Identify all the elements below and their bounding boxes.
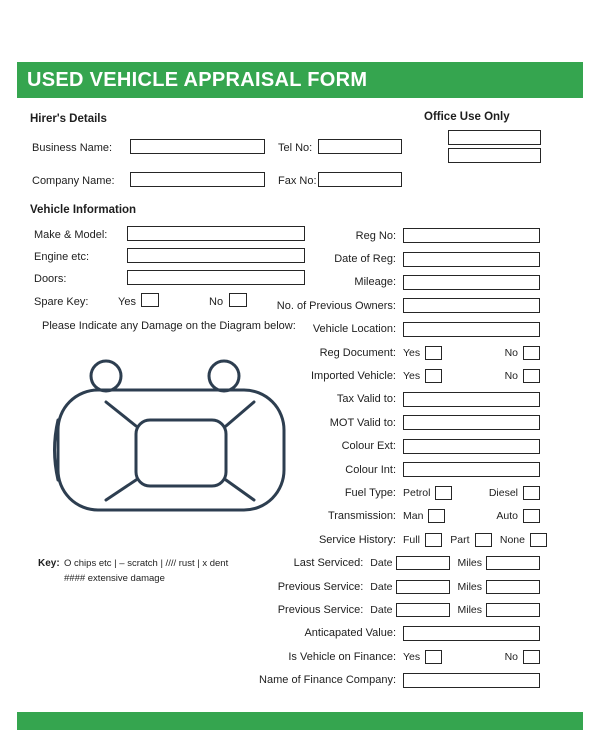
fuel-type-label: Fuel Type: [344, 486, 396, 499]
make-model-label: Make & Model: [34, 229, 108, 241]
fax-no-label: Fax No: [278, 175, 317, 187]
on-finance-label: Is Vehicle on Finance: [288, 650, 396, 663]
none-label: None [499, 533, 525, 546]
mileage-label: Mileage: [354, 276, 396, 289]
vehicle-details-column [230, 224, 540, 692]
damage-instruction: Please Indicate any Damage on the Diagram below: [42, 320, 296, 332]
diesel-label: Diesel [488, 486, 518, 499]
vehicle-information-heading: Vehicle Information [30, 204, 137, 216]
form-row-previous-owners [230, 294, 540, 317]
imported-no-label: No [504, 370, 518, 383]
previous-service-2-miles-field[interactable] [486, 603, 540, 617]
form-row-vehicle-location [230, 318, 540, 341]
spare-key-no-label: No [209, 296, 224, 308]
man-label: Man [403, 510, 424, 523]
office-use-box-1[interactable] [448, 130, 541, 145]
colour-ext-label: Colour Ext: [341, 440, 396, 453]
reg-document-no-checkbox[interactable] [523, 346, 540, 360]
tax-valid-field[interactable] [403, 392, 540, 407]
key-extensive-damage: #### extensive damage [64, 573, 165, 584]
office-use-only-heading: Office Use Only [424, 111, 510, 123]
form-row-previous-service-1 [230, 575, 540, 598]
anticipated-value-label: Anticapated Value: [304, 627, 396, 640]
mot-valid-field[interactable] [403, 415, 540, 430]
company-name-field[interactable] [130, 172, 265, 187]
page-title: USED VEHICLE APPRAISAL FORM [27, 68, 368, 91]
imported-vehicle-label: Imported Vehicle: [311, 370, 396, 383]
form-row-fuel-type [230, 481, 540, 504]
form-row-previous-service-2 [230, 598, 540, 621]
previous-service-2-date-label: Date [370, 603, 393, 616]
previous-owners-label: No. of Previous Owners: [276, 299, 396, 312]
imported-no-checkbox[interactable] [523, 369, 540, 383]
form-row-colour-ext [230, 435, 540, 458]
form-row-colour-int [230, 458, 540, 481]
anticipated-value-field[interactable] [403, 626, 540, 641]
previous-service-2-date-field[interactable] [396, 603, 450, 617]
petrol-label: Petrol [403, 486, 431, 499]
vehicle-location-field[interactable] [403, 322, 540, 337]
none-checkbox[interactable] [530, 533, 547, 547]
reg-document-yes-label: Yes [403, 346, 421, 359]
last-serviced-date-label: Date [370, 557, 393, 570]
diesel-checkbox[interactable] [523, 486, 540, 500]
form-row-imported-vehicle [230, 364, 540, 387]
form-row-finance-company [230, 668, 540, 691]
footer-bar [17, 712, 583, 730]
part-label: Part [450, 533, 470, 546]
spare-key-yes-label: Yes [118, 296, 136, 308]
reg-document-label: Reg Document: [319, 346, 396, 359]
man-checkbox[interactable] [428, 509, 445, 523]
key-label: Key: [38, 558, 60, 569]
previous-service-1-date-field[interactable] [396, 580, 450, 594]
form-row-reg-document [230, 341, 540, 364]
finance-no-checkbox[interactable] [523, 650, 540, 664]
colour-int-label: Colour Int: [345, 463, 396, 476]
vehicle-location-label: Vehicle Location: [312, 323, 396, 336]
last-serviced-date-field[interactable] [396, 556, 450, 570]
form-row-service-history [230, 528, 540, 551]
previous-service-1-date-label: Date [370, 580, 393, 593]
form-row-last-serviced [230, 551, 540, 574]
full-checkbox[interactable] [425, 533, 442, 547]
tel-no-field[interactable] [318, 139, 402, 154]
mot-valid-label: MOT Valid to: [329, 416, 396, 429]
imported-yes-checkbox[interactable] [425, 369, 442, 383]
finance-company-field[interactable] [403, 673, 540, 688]
reg-document-yes-checkbox[interactable] [425, 346, 442, 360]
key-items: O chips etc | – scratch | //// rust | x dent [64, 558, 229, 569]
form-row-on-finance [230, 645, 540, 668]
previous-service-1-miles-field[interactable] [486, 580, 540, 594]
last-serviced-label: Last Serviced: [293, 557, 364, 570]
reg-document-no-label: No [504, 346, 518, 359]
previous-owners-field[interactable] [403, 298, 540, 313]
petrol-checkbox[interactable] [435, 486, 452, 500]
finance-company-label: Name of Finance Company: [259, 674, 396, 687]
form-row-tax-valid [230, 388, 540, 411]
colour-int-field[interactable] [403, 462, 540, 477]
previous-service-2-miles-label: Miles [457, 603, 482, 616]
spare-key-label: Spare Key: [34, 296, 89, 308]
company-name-label: Company Name: [32, 175, 115, 187]
colour-ext-field[interactable] [403, 439, 540, 454]
form-row-transmission [230, 505, 540, 528]
imported-yes-label: Yes [403, 370, 421, 383]
reg-no-label: Reg No: [355, 229, 396, 242]
auto-checkbox[interactable] [523, 509, 540, 523]
last-serviced-miles-label: Miles [457, 557, 482, 570]
date-of-reg-field[interactable] [403, 252, 540, 267]
form-row-date-of-reg [230, 247, 540, 270]
date-of-reg-label: Date of Reg: [334, 253, 396, 266]
finance-yes-checkbox[interactable] [425, 650, 442, 664]
previous-service-2-label: Previous Service: [277, 603, 364, 616]
tel-no-label: Tel No: [278, 142, 313, 154]
engine-label: Engine etc: [34, 251, 90, 263]
previous-service-1-miles-label: Miles [457, 580, 482, 593]
auto-label: Auto [496, 510, 518, 523]
part-checkbox[interactable] [475, 533, 492, 547]
doors-label: Doors: [34, 273, 67, 285]
business-name-label: Business Name: [32, 142, 113, 154]
finance-yes-label: Yes [403, 650, 421, 663]
reg-no-field[interactable] [403, 228, 540, 243]
service-history-label: Service History: [318, 533, 396, 546]
tax-valid-label: Tax Valid to: [336, 393, 396, 406]
form-row-mot-valid [230, 411, 540, 434]
form-row-anticipated-value [230, 622, 540, 645]
previous-service-1-label: Previous Service: [277, 580, 364, 593]
office-use-box-2[interactable] [448, 148, 541, 163]
hirer-details-heading: Hirer's Details [30, 113, 107, 125]
business-name-field[interactable] [130, 139, 265, 154]
transmission-label: Transmission: [327, 510, 396, 523]
full-label: Full [403, 533, 420, 546]
fax-no-field[interactable] [318, 172, 402, 187]
form-row-mileage [230, 271, 540, 294]
header-bar [17, 62, 583, 98]
finance-no-label: No [504, 650, 518, 663]
mileage-field[interactable] [403, 275, 540, 290]
form-row-reg-no [230, 224, 540, 247]
last-serviced-miles-field[interactable] [486, 556, 540, 570]
spare-key-yes-checkbox[interactable] [141, 293, 159, 307]
